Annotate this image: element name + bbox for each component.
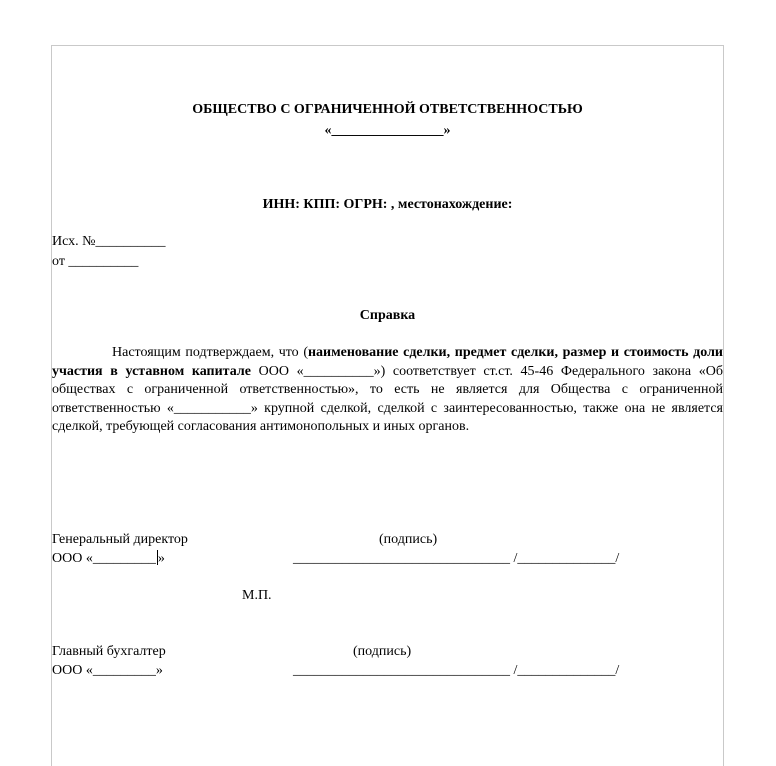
- body-bold-part: наименование сделки, предмет сделки, размер и стоимость доли участия в уставном капитале: [52, 345, 723, 379]
- org-title: ОБЩЕСТВО С ОГРАНИЧЕННОЙ ОТВЕТСТВЕННОСТЬЮ: [192, 102, 583, 117]
- accountant-signature-label: (подпись): [353, 644, 412, 659]
- director-org-end: »: [157, 551, 165, 566]
- accountant-sign-line: _______________________________ /______________/: [293, 663, 620, 678]
- director-title: Генеральный директор: [52, 532, 188, 547]
- outgoing-date: от __________: [52, 254, 139, 269]
- body-rest: ООО «__________») соответствует ст.ст. 45-46 Федерального закона «Об обществах с ограниченной ответственностью», то есть не является для Общества с ограниченной ответственностью «___________» крупной сделкой, сделкой с заинтересованностью, также она не является сделкой, требующей согласования антимонопольных и иных органов.: [52, 363, 723, 434]
- requisites-line: ИНН: КПП: ОГРН: , местонахождение:: [262, 197, 513, 212]
- outgoing-number: Исх. №__________: [52, 234, 166, 249]
- director-signature-label: (подпись): [379, 532, 438, 547]
- stamp-label: М.П.: [242, 588, 272, 603]
- document-page: [51, 45, 724, 766]
- body-paragraph: [52, 344, 723, 437]
- body-lead: Настоящим подтверждаем, что (: [112, 345, 308, 360]
- director-org-line: [52, 550, 165, 569]
- doc-title: Справка: [359, 308, 416, 323]
- director-sign-line: _______________________________ /______________/: [293, 551, 620, 566]
- director-org-text: ООО «_________: [52, 551, 156, 566]
- org-name-line: «________________»: [324, 123, 451, 138]
- accountant-title: Главный бухгалтер: [52, 644, 166, 659]
- accountant-org-line: ООО «_________»: [52, 663, 163, 678]
